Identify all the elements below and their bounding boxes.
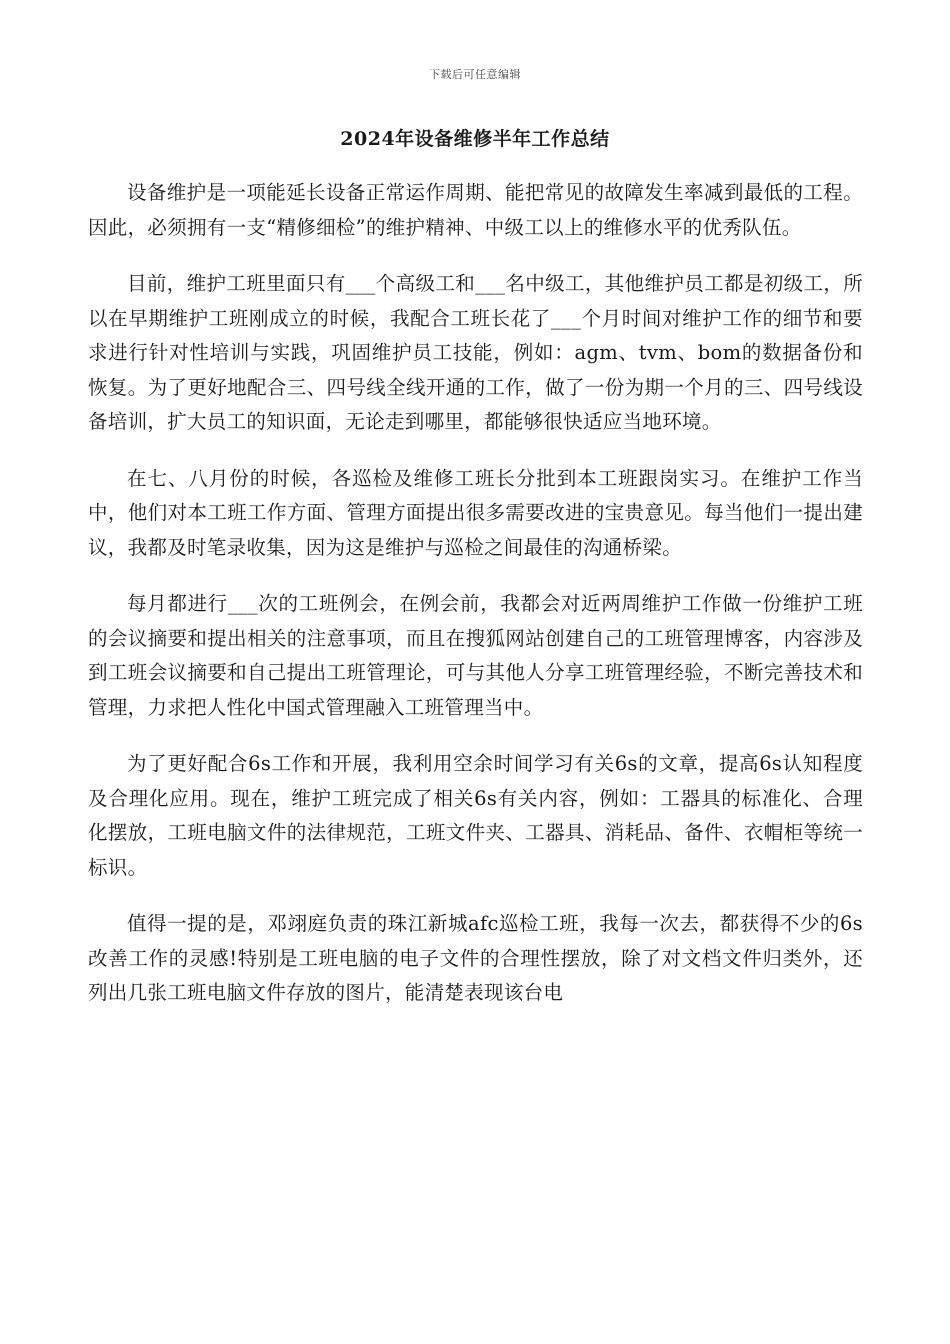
document-body bbox=[88, 176, 863, 1033]
paragraph: 值得一提的是，邓翊庭负责的珠江新城afc巡检工班，我每一次去，都获得不少的6s改善工作的灵感!特别是工班电脑的电子文件的合理性摆放，除了对文档文件归类外，还列出几张工班电脑文件存放的图片，能清楚表现该台电 bbox=[88, 912, 863, 1004]
header-note: 下载后可任意编辑 bbox=[429, 68, 521, 81]
document-title: 2024年设备维修半年工作总结 bbox=[340, 128, 610, 150]
paragraph: 设备维护是一项能延长设备正常运作周期、能把常见的故障发生率减到最低的工程。因此，必须拥有一支“精修细检”的维护精神、中级工以上的维修水平的优秀队伍。 bbox=[88, 181, 863, 239]
paragraph: 为了更好配合6s工作和开展，我利用空余时间学习有关6s的文章，提高6s认知程度及合理化应用。现在，维护工班完成了相关6s有关内容，例如：工器具的标准化、合理化摆放，工班电脑文件的法律规范，工班文件夹、工器具、消耗品、备件、衣帽柜等统一标识。 bbox=[88, 752, 863, 879]
paragraph: 每月都进行___次的工班例会，在例会前，我都会对近两周维护工作做一份维护工班的会议摘要和提出相关的注意事项，而且在搜狐网站创建自己的工班管理博客，内容涉及到工班会议摘要和自己提出工班管理论，可与其他人分享工班管理经验，不断完善技术和管理，力求把人性化中国式管理融入工班管理当中。 bbox=[88, 592, 863, 719]
paragraph: 目前，维护工班里面只有___个高级工和___名中级工，其他维护员工都是初级工，所以在早期维护工班刚成立的时候，我配合工班长花了___个月时间对维护工作的细节和要求进行针对性培训与实践，巩固维护员工技能，例如：agm、tvm、bom的数据备份和恢复。为了更好地配合三、四号线全线开通的工作，做了一份为期一个月的三、四号线设备培训，扩大员工的知识面，无论走到哪里，都能够很快适应当地环境。 bbox=[88, 272, 863, 433]
paragraph: 在七、八月份的时候，各巡检及维修工班长分批到本工班跟岗实习。在维护工作当中，他们对本工班工作方面、管理方面提出很多需要改进的宝贵意见。每当他们一提出建议，我都及时笔录收集，因为这是维护与巡检之间最佳的沟通桥梁。 bbox=[88, 466, 863, 559]
